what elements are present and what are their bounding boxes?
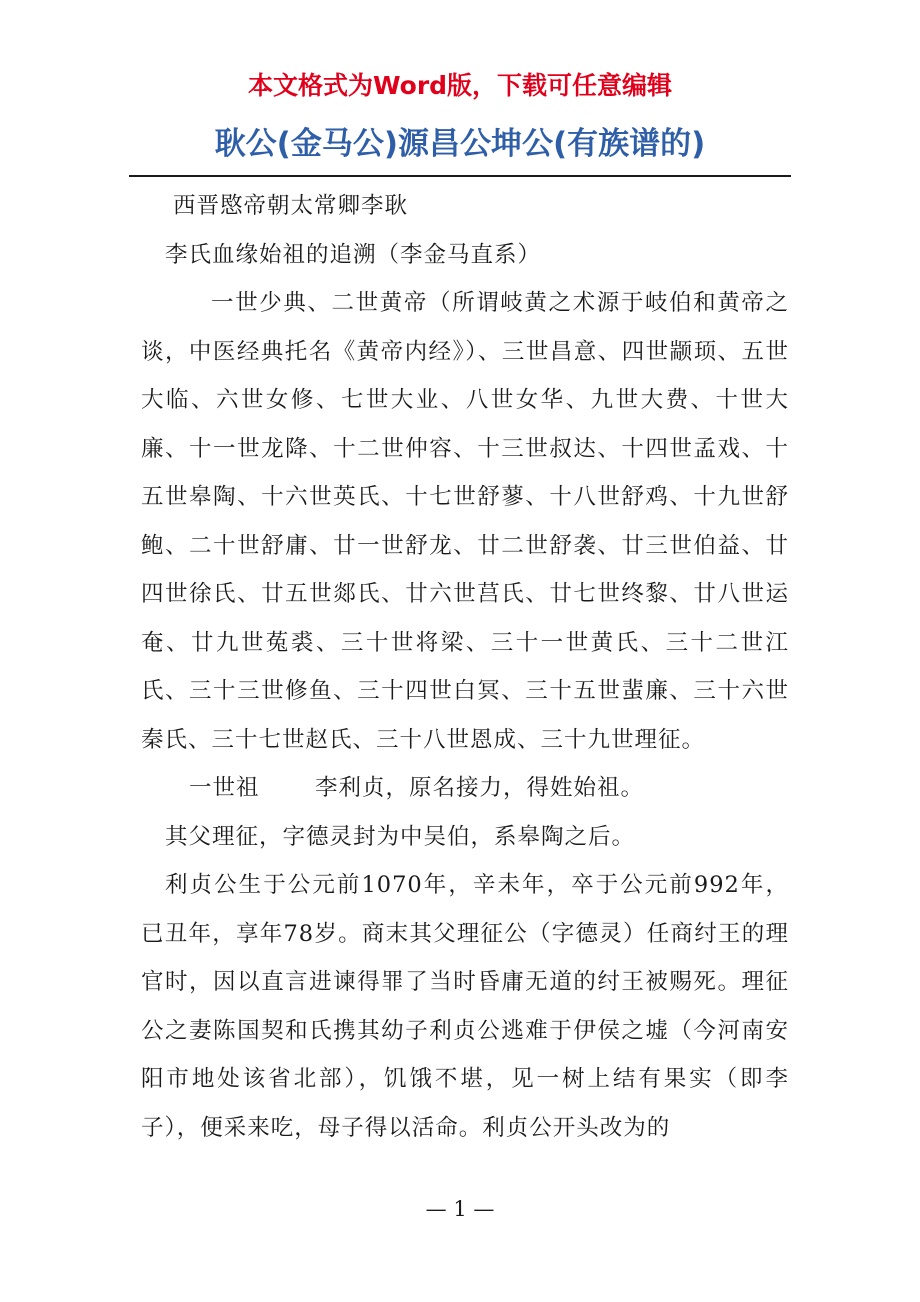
paragraph-generations: 一世少典、二世黄帝（所谓岐黄之术源于岐伯和黄帝之谈，中医经典托名《黄帝内经》）、三世昌意、四世颛顼、五世大临、六世女修、七世大业、八世女华、九世大费、十世大廉、十一世龙降、十二世仲容、十三世叔达、十四世孟戏、十五世皋陶、十六世英氏、十七世舒蓼、十八世舒鸡、十九世舒鲍、二十世舒庸、廿一世舒龙、廿二世舒袭、廿三世伯益、廿四世徐氏、廿五世郯氏、廿六世莒氏、廿七世终黎、廿八世运奄、廿九世菟裘、三十世将梁、三十一世黄氏、三十二世江氏、三十三世修鱼、三十四世白冥、三十五世蜚廉、三十六世秦氏、三十七世赵氏、三十八世恩成、三十九世理征。 bbox=[141, 290, 789, 753]
document-body bbox=[141, 182, 789, 1152]
first-ancestor-text: 李利贞，原名接力，得姓始祖。 bbox=[315, 775, 645, 801]
page-title: 耿公(金马公)源昌公坤公(有族谱的) bbox=[214, 126, 706, 162]
page-number: — 1 — bbox=[425, 1197, 495, 1221]
paragraph-father: 其父理征，字德灵封为中吴伯，系皋陶之后。 bbox=[165, 823, 636, 850]
paragraph-subtitle: 西晋愍帝朝太常卿李耿 bbox=[173, 193, 409, 219]
download-banner: 本文格式为Word版，下载可任意编辑 bbox=[247, 71, 673, 100]
paragraph-biography: 利贞公生于公元前1070年，辛未年，卒于公元前992年，已丑年，享年78岁。商末其父理征公（字德灵）任商纣王的理官时，因以直言进谏得罪了当时昏庸无道的纣王被赐死。理征公之妻陈国契和氏携其幼子利贞公逃难于伊侯之墟（今河南安阳市地处该省北部），饥饿不堪，见一树上结有果实（即李子），便采来吃，母子得以活命。利贞公开头改为的 bbox=[141, 872, 789, 1141]
paragraph-first-ancestor bbox=[141, 764, 789, 813]
title-divider bbox=[129, 175, 791, 177]
paragraph-lineage-heading: 李氏血缘始祖的追溯（李金马直系） bbox=[165, 241, 542, 268]
first-ancestor-label: 一世祖 bbox=[189, 775, 260, 801]
